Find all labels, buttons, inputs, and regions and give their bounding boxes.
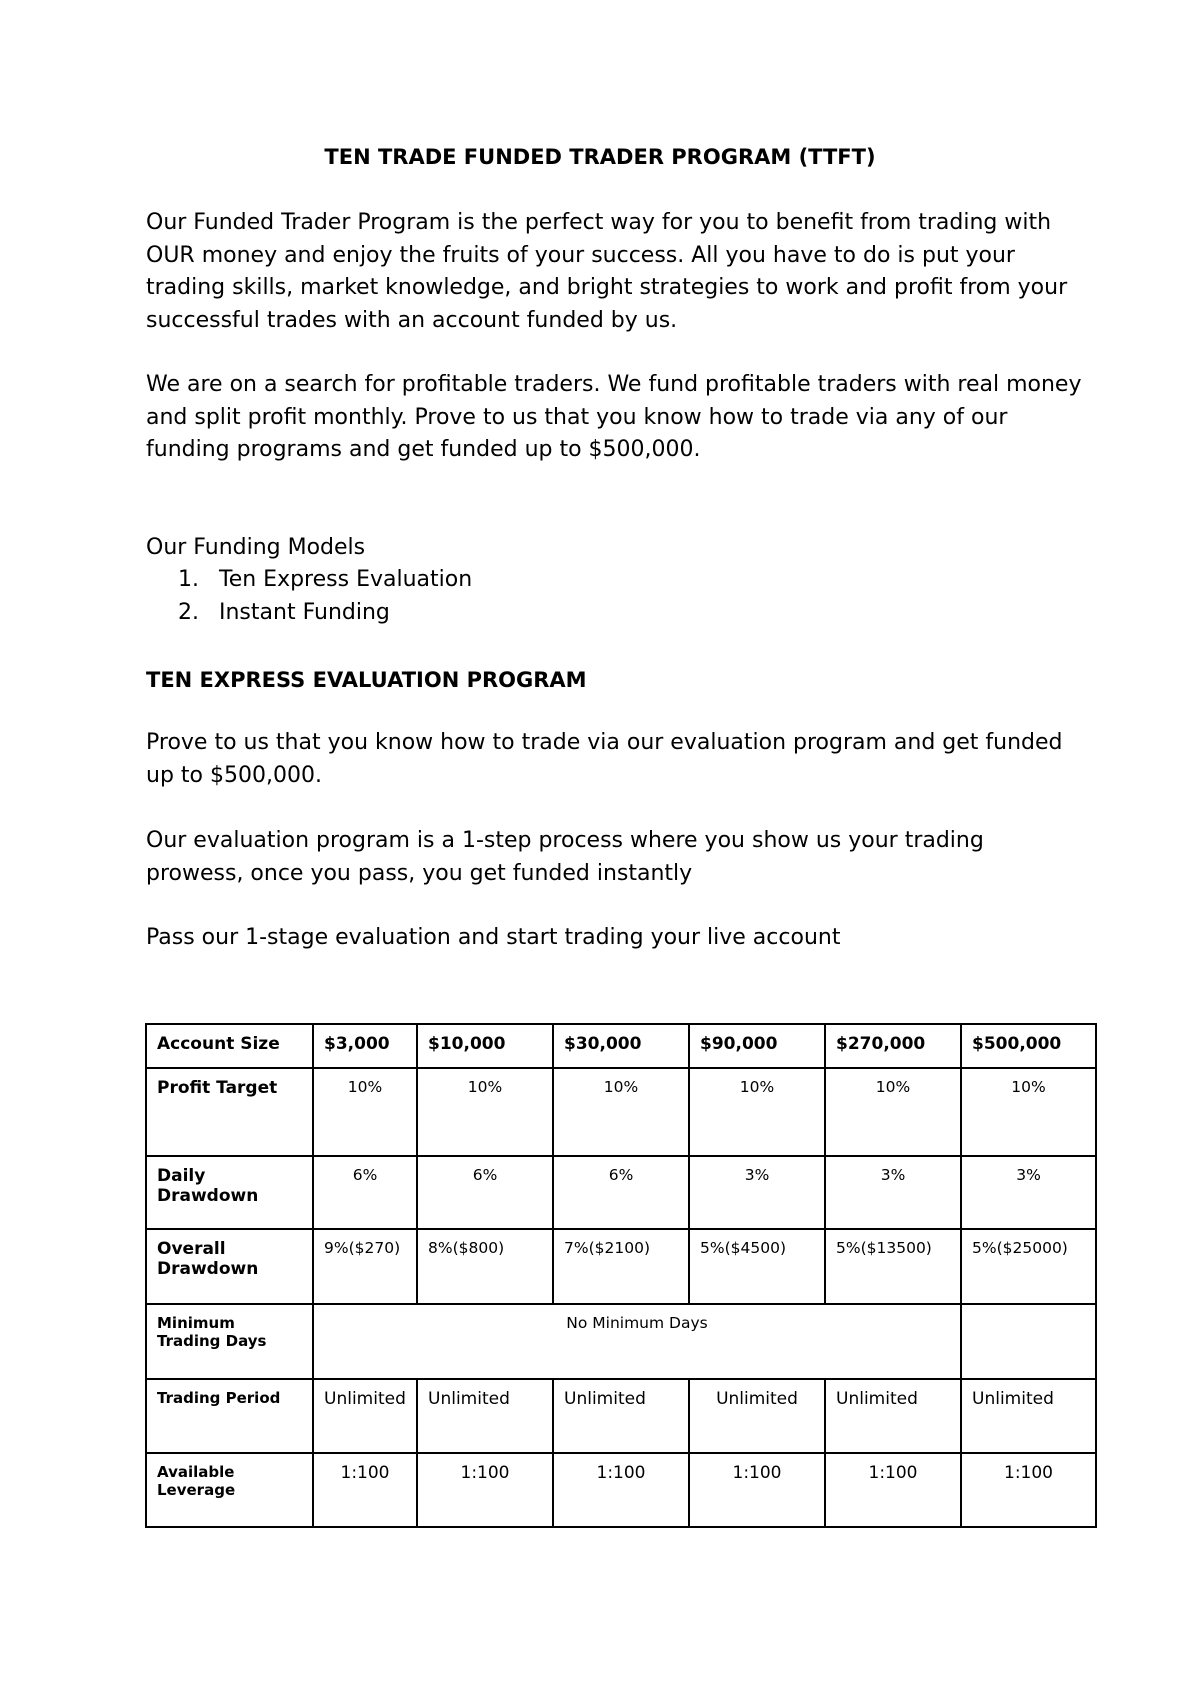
funding-models-list bbox=[178, 564, 472, 629]
account-size-label: Account Size bbox=[146, 1024, 313, 1068]
list-item-label: Ten Express Evaluation bbox=[219, 567, 473, 592]
daily-drawdown-cell: 3% bbox=[689, 1156, 825, 1229]
evaluation-section-title: TEN EXPRESS EVALUATION PROGRAM bbox=[146, 668, 587, 692]
trading-period-cell: Unlimited bbox=[825, 1379, 961, 1453]
profit-target-cell: 10% bbox=[313, 1068, 417, 1156]
available-leverage-cell: 1:100 bbox=[825, 1453, 961, 1527]
trading-period-cell: Unlimited bbox=[553, 1379, 689, 1453]
list-item bbox=[178, 597, 472, 630]
daily-drawdown-label: Daily Drawdown bbox=[146, 1156, 313, 1229]
profit-target-label: Profit Target bbox=[146, 1068, 313, 1156]
overall-drawdown-label: Overall Drawdown bbox=[146, 1229, 313, 1304]
account-size-cell: $500,000 bbox=[961, 1024, 1096, 1068]
overall-drawdown-cell: 7%($2100) bbox=[553, 1229, 689, 1304]
profit-target-cell: 10% bbox=[825, 1068, 961, 1156]
table-row-available-leverage bbox=[146, 1453, 1096, 1527]
table-row-minimum-trading-days bbox=[146, 1304, 1096, 1379]
account-size-cell: $30,000 bbox=[553, 1024, 689, 1068]
profit-target-cell: 10% bbox=[417, 1068, 553, 1156]
overall-drawdown-cell: 9%($270) bbox=[313, 1229, 417, 1304]
document-title: TEN TRADE FUNDED TRADER PROGRAM (TTFT) bbox=[324, 145, 876, 169]
daily-drawdown-cell: 6% bbox=[417, 1156, 553, 1229]
available-leverage-cell: 1:100 bbox=[417, 1453, 553, 1527]
available-leverage-label: Available Leverage bbox=[146, 1453, 313, 1527]
available-leverage-cell: 1:100 bbox=[553, 1453, 689, 1527]
list-item-number: 2. bbox=[178, 599, 199, 625]
overall-drawdown-cell: 8%($800) bbox=[417, 1229, 553, 1304]
list-item bbox=[178, 564, 472, 597]
profit-target-cell: 10% bbox=[961, 1068, 1096, 1156]
minimum-trading-days-empty-cell bbox=[961, 1304, 1096, 1379]
evaluation-table bbox=[145, 1023, 1097, 1528]
intro-paragraph: Our Funded Trader Program is the perfect way for you to benefit from trading with OUR money and enjoy the fruits of your success. All you have to do is put your trading skills, market knowledge, and bright strategies to work and profit from your successful trades with an account funded by us. bbox=[146, 210, 1068, 333]
daily-drawdown-cell: 6% bbox=[313, 1156, 417, 1229]
table-row-trading-period bbox=[146, 1379, 1096, 1453]
daily-drawdown-cell: 6% bbox=[553, 1156, 689, 1229]
minimum-trading-days-label: Minimum Trading Days bbox=[146, 1304, 313, 1379]
trading-period-cell: Unlimited bbox=[961, 1379, 1096, 1453]
trading-period-label: Trading Period bbox=[146, 1379, 313, 1453]
list-item-number: 1. bbox=[178, 567, 199, 592]
list-item-label: Instant Funding bbox=[219, 599, 390, 625]
table-row-daily-drawdown bbox=[146, 1156, 1096, 1229]
daily-drawdown-cell: 3% bbox=[961, 1156, 1096, 1229]
evaluation-paragraph-3: Pass our 1-stage evaluation and start trading your live account bbox=[146, 925, 841, 950]
evaluation-paragraph-1: Prove to us that you know how to trade via our evaluation program and get funded up to $500,000. bbox=[146, 730, 1063, 788]
available-leverage-cell: 1:100 bbox=[961, 1453, 1096, 1527]
evaluation-paragraph-2: Our evaluation program is a 1-step process where you show us your trading prowess, once you pass, you get funded instantly bbox=[146, 828, 984, 886]
minimum-trading-days-cell: No Minimum Days bbox=[313, 1304, 961, 1379]
table-row-profit-target bbox=[146, 1068, 1096, 1156]
account-size-cell: $270,000 bbox=[825, 1024, 961, 1068]
account-size-cell: $90,000 bbox=[689, 1024, 825, 1068]
search-paragraph: We are on a search for profitable traders. We fund profitable traders with real money and split profit monthly. Prove to us that you know how to trade via any of our funding programs and get funded up to $500,000. bbox=[146, 372, 1082, 462]
daily-drawdown-cell: 3% bbox=[825, 1156, 961, 1229]
table-row-account-size bbox=[146, 1024, 1096, 1068]
available-leverage-cell: 1:100 bbox=[689, 1453, 825, 1527]
funding-models-heading: Our Funding Models bbox=[146, 535, 366, 560]
profit-target-cell: 10% bbox=[553, 1068, 689, 1156]
account-size-cell: $10,000 bbox=[417, 1024, 553, 1068]
trading-period-cell: Unlimited bbox=[689, 1379, 825, 1453]
profit-target-cell: 10% bbox=[689, 1068, 825, 1156]
trading-period-cell: Unlimited bbox=[313, 1379, 417, 1453]
account-size-cell: $3,000 bbox=[313, 1024, 417, 1068]
overall-drawdown-cell: 5%($4500) bbox=[689, 1229, 825, 1304]
trading-period-cell: Unlimited bbox=[417, 1379, 553, 1453]
table-row-overall-drawdown bbox=[146, 1229, 1096, 1304]
available-leverage-cell: 1:100 bbox=[313, 1453, 417, 1527]
overall-drawdown-cell: 5%($13500) bbox=[825, 1229, 961, 1304]
overall-drawdown-cell: 5%($25000) bbox=[961, 1229, 1096, 1304]
